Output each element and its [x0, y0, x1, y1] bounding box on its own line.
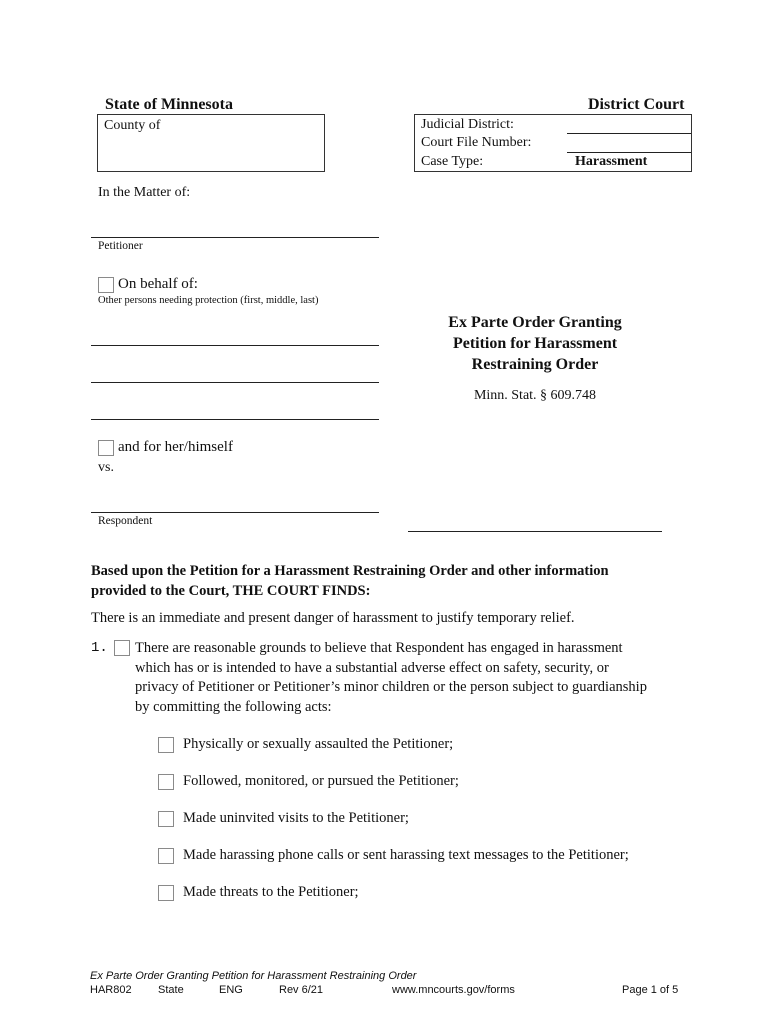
court-file-number-label: Court File Number:	[421, 135, 532, 150]
act-checkbox-assault[interactable]	[158, 737, 174, 753]
court-title: District Court	[588, 96, 685, 113]
judicial-district-label: Judicial District:	[421, 117, 514, 132]
county-label: County of	[104, 118, 161, 133]
act-label-threats: Made threats to the Petitioner;	[183, 884, 359, 900]
danger-statement: There is an immediate and present danger of harassment to justify temporary relief.	[91, 610, 575, 626]
versus-label: vs.	[98, 460, 114, 475]
other-person-line-2[interactable]	[91, 382, 379, 383]
respondent-label: Respondent	[98, 515, 153, 527]
item-1-text	[135, 639, 647, 717]
case-type-value: Harassment	[575, 154, 648, 169]
judge-signature-line[interactable]	[408, 531, 662, 532]
county-box[interactable]	[97, 114, 325, 172]
judicial-district-field[interactable]	[567, 133, 691, 134]
case-type-label: Case Type:	[421, 154, 484, 169]
footer-page-number: Page 1 of 5	[622, 984, 679, 996]
petitioner-label: Petitioner	[98, 240, 143, 252]
act-label-calls: Made harassing phone calls or sent harassing text messages to the Petitioner;	[183, 847, 629, 863]
respondent-name-line[interactable]	[91, 512, 379, 513]
act-label-visits: Made uninvited visits to the Petitioner;	[183, 810, 409, 826]
act-checkbox-followed[interactable]	[158, 774, 174, 790]
in-the-matter-of: In the Matter of:	[98, 185, 191, 200]
footer-language: ENG	[219, 984, 243, 996]
footer-form-code: HAR802	[90, 984, 132, 996]
footer-revision: Rev 6/21	[279, 984, 324, 996]
on-behalf-of-label: On behalf of:	[118, 276, 198, 292]
item-1-checkbox[interactable]	[114, 640, 130, 656]
item-1-line: There are reasonable grounds to believe that Respondent has engaged in harassment	[135, 640, 623, 656]
for-self-label: and for her/himself	[118, 439, 233, 455]
order-title-line-2: Petition for Harassment	[452, 335, 618, 352]
act-checkbox-threats[interactable]	[158, 885, 174, 901]
petitioner-name-line[interactable]	[91, 237, 379, 238]
footer-scope: State	[158, 984, 184, 996]
order-title-line-3: Restraining Order	[471, 356, 599, 373]
findings-heading	[91, 561, 609, 601]
order-title	[404, 312, 666, 375]
on-behalf-of-checkbox[interactable]	[98, 277, 114, 293]
state-title: State of Minnesota	[105, 96, 233, 113]
item-1-line: privacy of Petitioner or Petitioner’s minor children or the person subject to guardianship	[135, 679, 647, 695]
other-person-line-3[interactable]	[91, 419, 379, 420]
order-title-line-1: Ex Parte Order Granting	[448, 314, 622, 331]
findings-heading-line-1: Based upon the Petition for a Harassment Restraining Order and other information	[91, 563, 609, 579]
other-person-line-1[interactable]	[91, 345, 379, 346]
court-file-number-field[interactable]	[567, 152, 691, 153]
act-label-followed: Followed, monitored, or pursued the Petitioner;	[183, 773, 459, 789]
for-self-checkbox[interactable]	[98, 440, 114, 456]
item-1-number: 1.	[91, 640, 108, 656]
act-label-assault: Physically or sexually assaulted the Petitioner;	[183, 736, 454, 752]
case-info-box	[414, 114, 692, 172]
footer-form-title: Ex Parte Order Granting Petition for Harassment Restraining Order	[90, 970, 417, 982]
act-checkbox-visits[interactable]	[158, 811, 174, 827]
footer-website: www.mncourts.gov/forms	[392, 984, 515, 996]
other-persons-note: Other persons needing protection (first, middle, last)	[98, 295, 319, 306]
item-1-line: by committing the following acts:	[135, 698, 332, 715]
findings-heading-line-2: provided to the Court, THE COURT FINDS:	[91, 583, 371, 599]
item-1-line: which has or is intended to have a substantial adverse effect on safety, security, or	[135, 659, 609, 676]
statute-reference: Minn. Stat. § 609.748	[473, 388, 597, 403]
act-checkbox-calls[interactable]	[158, 848, 174, 864]
